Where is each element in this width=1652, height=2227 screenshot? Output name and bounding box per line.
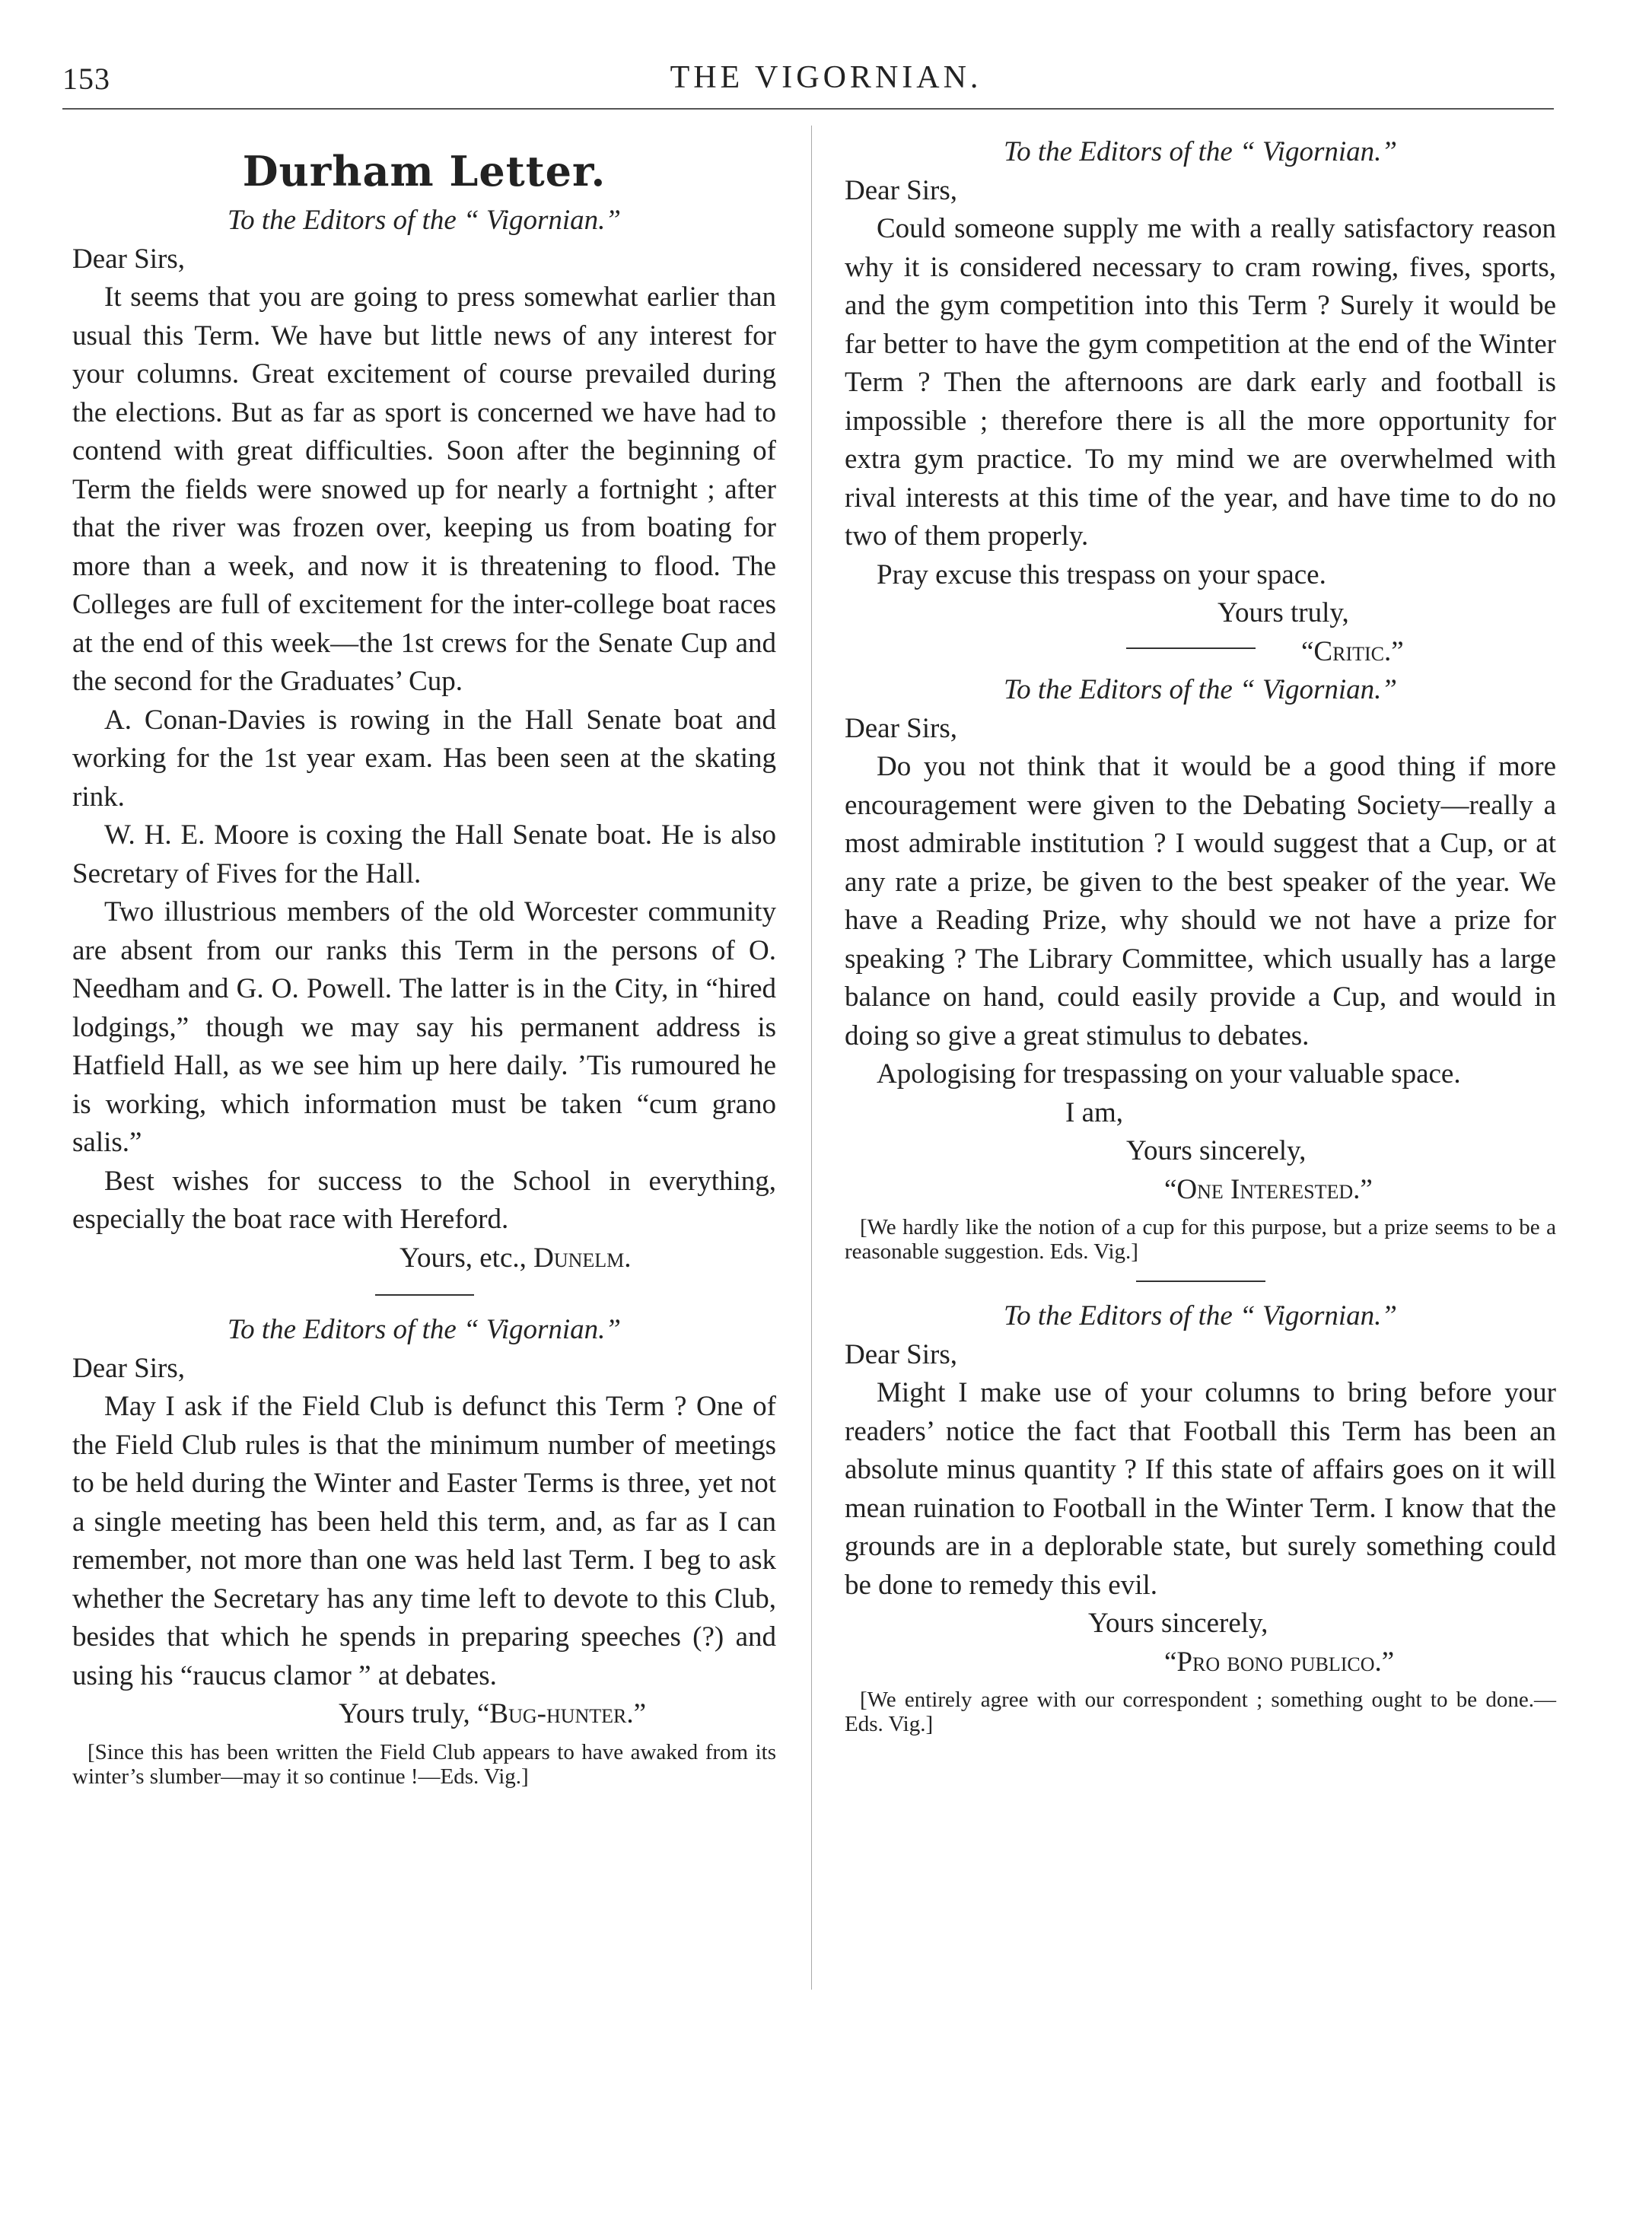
signoff: [72, 1239, 776, 1278]
salutation: Dear Sirs,: [72, 243, 185, 275]
signoff-line: [845, 633, 1556, 672]
paragraph: Pray excuse this trespass on your space.: [877, 558, 1326, 590]
editor-note: [We hardly like the notion of a cup for this purpose, but a prize seems to be a reasonable suggestion. Eds. Vig.]: [845, 1215, 1556, 1264]
paragraph: W. H. E. Moore is coxing the Hall Senate boat. He is also Secretary of Fives for the Hall.: [72, 819, 776, 889]
page-number: 153: [62, 62, 110, 96]
addressee: To the Editors of the “ Vigornian.”: [1003, 1300, 1398, 1331]
paragraph: It seems that you are going to press somewhat earlier than usual this Term. We have but little news of any interest for your columns. Great excitement of course prevailed during the elections. But as far as sport is concerned we have had to contend with great difficulties. Soon after the beginning of Term the fields were snowed up for nearly a fortnight ; after that the river was frozen over, keeping us from boating for more than a week, and now it is threatening to flood. The Colleges are full of excitement for the inter-college boat races at the end of this week—the 1st crews for the Senate Cup and the second for the Graduates’ Cup.: [72, 282, 776, 697]
header-rule: [62, 108, 1554, 110]
addressee: To the Editors of the “ Vigornian.”: [1003, 136, 1398, 167]
column-divider: [811, 126, 812, 1990]
section-divider: [375, 1294, 474, 1296]
durham-letter: [72, 148, 776, 1277]
paragraph: Two illustrious members of the old Worcester community are absent from our ranks this Term in the persons of O. Needham and G. O. Powell. The latter is in the City, in “hired lodgings,” though we may say his permanent address is Hatfield Hall, as we see him up here daily. ’Tis rumoured he is working, which information must be taken “cum grano salis.”: [72, 896, 776, 1158]
signoff-text: Yours, etc.,: [399, 1242, 527, 1274]
editor-note: [Since this has been written the Field Club appears to have awaked from its winter’s slumber—may it so continue !—Eds. Vig.]: [72, 1739, 776, 1789]
addressee: To the Editors of the “ Vigornian.”: [1003, 674, 1398, 705]
paragraph: A. Conan-Davies is rowing in the Hall Senate boat and working for the 1st year exam. Has been seen at the skating rink.: [72, 704, 776, 813]
signoff-text: Yours truly,: [339, 1698, 470, 1729]
signoff-line: I am,: [1065, 1096, 1124, 1128]
right-column: [845, 133, 1556, 1736]
field-club-letter: [72, 1311, 776, 1789]
signoff-line: Yours sincerely,: [1126, 1135, 1307, 1166]
paragraph: Best wishes for success to the School in everything, especially the boat race with Hereford.: [72, 1165, 776, 1235]
section-divider: [1136, 1281, 1265, 1282]
signoff-name: “Critic.”: [1301, 635, 1404, 667]
addressee: To the Editors of the “ Vigornian.”: [227, 205, 622, 236]
critic-letter: [845, 133, 1556, 671]
salutation: Dear Sirs,: [845, 712, 957, 744]
signoff-text: Yours truly,: [1218, 597, 1349, 628]
salutation: Dear Sirs,: [845, 1338, 957, 1370]
paragraph: Do you not think that it would be a good thing if more encouragement were given to the Debating Society—really a most admirable institution ? I would suggest that a Cup, or at any rate a prize, be given to the best speaker of the year. We have a Reading Prize, why should we not have a prize for speaking ? The Library Committee, which usually has a large balance on hand, could easily provide a Cup, and would in doing so give a great stimulus to debates.: [845, 751, 1556, 1051]
page-header: [0, 0, 1652, 114]
paragraph: Apologising for trespassing on your valuable space.: [877, 1058, 1461, 1090]
pro-bono-letter: [845, 1297, 1556, 1736]
signoff-name: “One Interested.”: [1164, 1173, 1373, 1205]
one-interested-letter: [845, 671, 1556, 1264]
paragraph: Could someone supply me with a really satisfactory reason why it is considered necessary to cram rowing, fives, sports, and the gym competition into this Term ? Surely it would be far better to have the gym competition at the end of the Winter Term ? Then the afternoons are dark early and football is impossible ; therefore there is all the more opportunity for extra gym practice. To my mind we are overwhelmed with rival interests at this time of the year, and have time to do no two of them properly.: [845, 213, 1556, 552]
signoff: [72, 1695, 776, 1734]
editor-note: [We entirely agree with our correspondent ; something ought to be done.—Eds. Vig.]: [845, 1688, 1556, 1736]
signoff-text: Yours sincerely,: [1088, 1608, 1268, 1639]
paragraph: May I ask if the Field Club is defunct this Term ? One of the Field Club rules is that the minimum number of meetings to be held during the Winter and Easter Terms is three, yet not a single meeting has been held this term, and, as far as I can remember, not more than one was held last Term. I beg to ask whether the Secretary has any time left to devote to this Club, besides that which he spends in preparing speeches (?) and using his “raucus clamor ” at debates.: [72, 1391, 776, 1691]
salutation: Dear Sirs,: [72, 1352, 185, 1384]
signoff-name: Dunelm.: [533, 1242, 632, 1274]
addressee: To the Editors of the “ Vigornian.”: [227, 1314, 622, 1345]
signoff-name: “Pro bono publico.”: [1164, 1646, 1395, 1678]
left-column: [72, 133, 776, 1789]
running-title: THE VIGORNIAN.: [670, 60, 982, 95]
salutation: Dear Sirs,: [845, 174, 957, 206]
section-title: Durham Letter.: [242, 147, 606, 196]
signoff-name: “Bug-hunter.”: [476, 1698, 647, 1729]
paragraph: Might I make use of your columns to bring before your readers’ notice the fact that Football this Term has been an absolute minus quantity ? If this state of affairs goes on it will mean ruination to Football in the Winter Term. I know that the grounds are in a deplorable state, but surely something could be done to remedy this evil.: [845, 1377, 1556, 1601]
section-divider: [1126, 647, 1256, 649]
